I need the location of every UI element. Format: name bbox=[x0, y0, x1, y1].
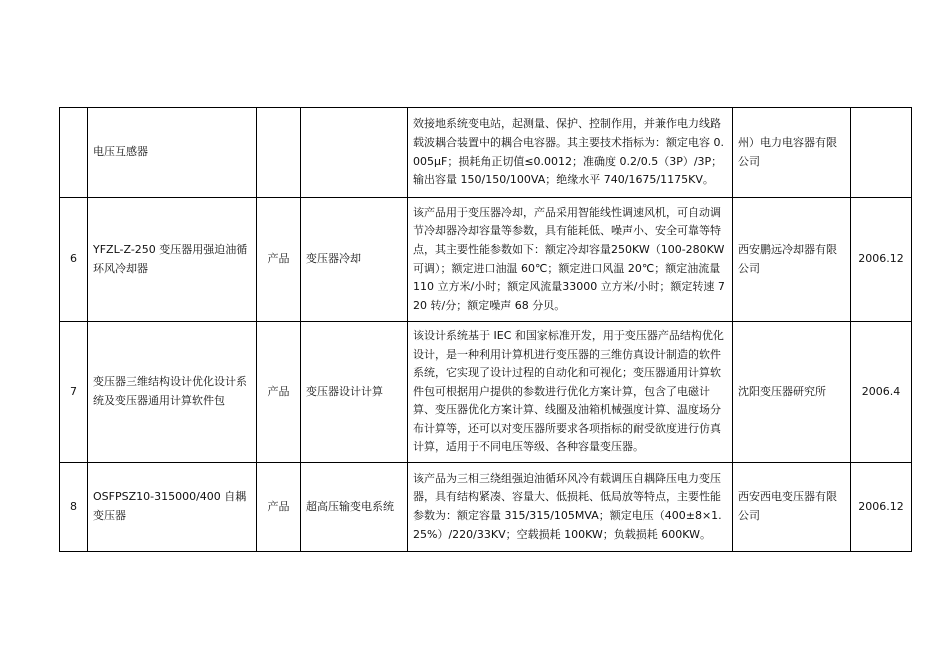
product-name: OSFPSZ10-315000/400 自耦变压器 bbox=[88, 463, 257, 552]
row-number bbox=[60, 108, 88, 198]
row-number: 8 bbox=[60, 463, 88, 552]
completion-date: 2006.4 bbox=[851, 322, 912, 463]
row-number: 7 bbox=[60, 322, 88, 463]
product-name: YFZL-Z-250 变压器用强迫油循环风冷却器 bbox=[88, 198, 257, 322]
row-number: 6 bbox=[60, 198, 88, 322]
product-name: 变压器三维结构设计优化设计系统及变压器通用计算软件包 bbox=[88, 322, 257, 463]
product-description: 效接地系统变电站，起测量、保护、控制作用，并兼作电力线路载波耦合装置中的耦合电容器。其主要技术指标为：额定电容 0.005μF；损耗角正切值≤0.0012；准确度 0.2/0.5（3P）/3P；输出容量 150/150/100VA；绝缘水平 740/1675/1175KV。 bbox=[408, 108, 733, 198]
completion-date: 2006.12 bbox=[851, 198, 912, 322]
company-name: 西安西电变压器有限公司 bbox=[733, 463, 851, 552]
table-row bbox=[60, 198, 912, 322]
product-table bbox=[59, 107, 912, 552]
completion-date: 2006.12 bbox=[851, 463, 912, 552]
completion-date bbox=[851, 108, 912, 198]
table-row bbox=[60, 463, 912, 552]
company-name: 州）电力电容器有限公司 bbox=[733, 108, 851, 198]
item-type: 产品 bbox=[257, 463, 301, 552]
table-row bbox=[60, 322, 912, 463]
company-name: 沈阳变压器研究所 bbox=[733, 322, 851, 463]
product-description: 该设计系统基于 IEC 和国家标准开发，用于变压器产品结构优化设计，是一种利用计算机进行变压器的三维仿真设计制造的软件系统，它实现了设计过程的自动化和可视化；变压器通用计算软件包可根据用户提供的参数进行优化方案计算，包含了电磁计算、变压器优化方案计算、线圈及油箱机械强度计算、温度场分布计算等，还可以对变压器所要求各项指标的耐受欲度进行仿真计算，适用于不同电压等级、各种容量变压器。 bbox=[408, 322, 733, 463]
application-field: 变压器设计计算 bbox=[301, 322, 408, 463]
item-type: 产品 bbox=[257, 198, 301, 322]
product-description: 该产品为三相三绕组强迫油循环风冷有载调压自耦降压电力变压器，具有结构紧凑、容量大、低损耗、低局放等特点，主要性能参数为：额定容量 315/315/105MVA；额定电压（400±8×1.25%）/220/33KV；空载损耗 100KW；负载损耗 600KW。 bbox=[408, 463, 733, 552]
item-type: 产品 bbox=[257, 322, 301, 463]
item-type bbox=[257, 108, 301, 198]
company-name: 西安鹏远冷却器有限公司 bbox=[733, 198, 851, 322]
product-name: 电压互感器 bbox=[88, 108, 257, 198]
product-description: 该产品用于变压器冷却，产品采用智能线性调速风机，可自动调节冷却器冷却容量等参数，具有能耗低、噪声小、安全可靠等特点，其主要性能参数如下：额定冷却容量250KW（100-280KW 可调）；额定进口油温 60℃；额定进口风温 20℃；额定油流量 110 立方米/小时；额定风流量33000 立方米/小时；额定转速 720 转/分；额定噪声 68 分贝。 bbox=[408, 198, 733, 322]
application-field: 超高压输变电系统 bbox=[301, 463, 408, 552]
application-field bbox=[301, 108, 408, 198]
table-row bbox=[60, 108, 912, 198]
application-field: 变压器冷却 bbox=[301, 198, 408, 322]
